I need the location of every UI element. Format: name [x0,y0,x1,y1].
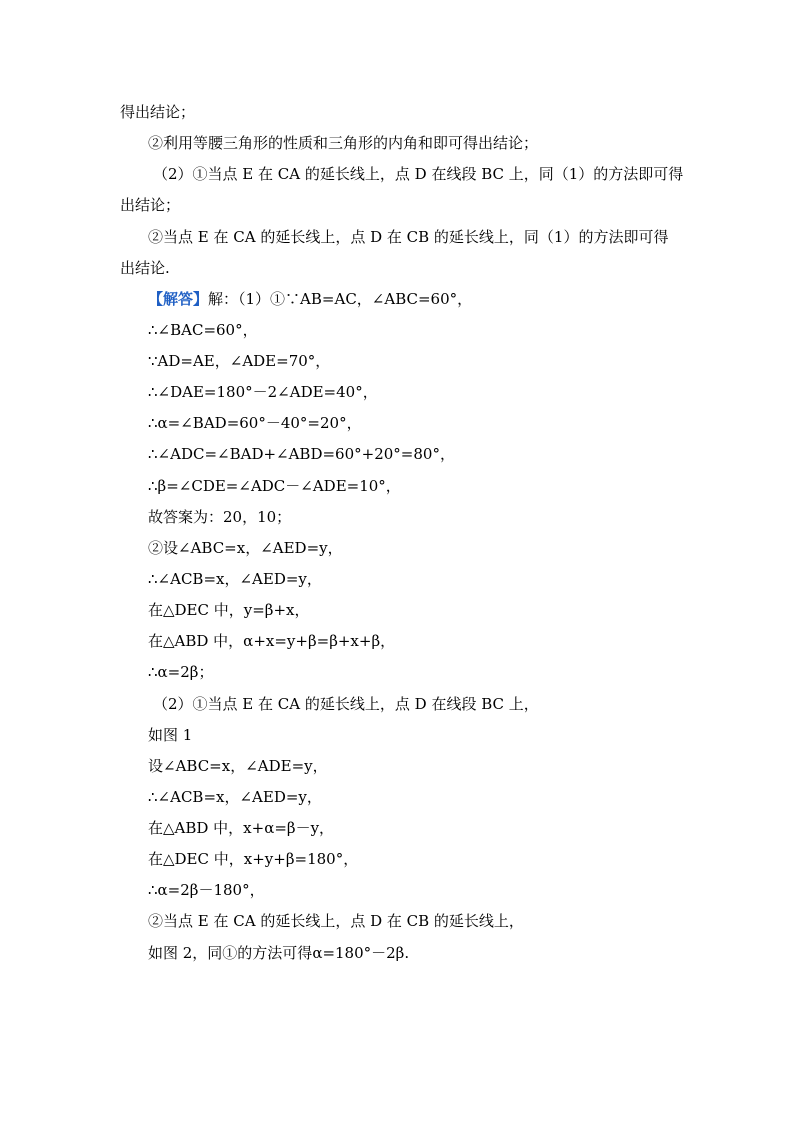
solution-line: ∴∠ACB=x，∠AED=y， [148,788,322,806]
solution-line: 故答案为：20，10； [148,508,292,526]
analysis-line: 出结论； [120,196,181,214]
solution-line: ∴∠BAC=60°， [148,321,258,339]
solution-line: 在△DEC 中，x+y+β=180°， [148,850,359,868]
solution-line: 在△ABD 中，α+x=y+β=β+x+β， [148,632,396,650]
analysis-line: （2）①当点 E 在 CA 的延长线上，点 D 在线段 BC 上，同（1）的方法即可得 [153,165,684,183]
solution-line: ∴β=∠CDE=∠ADC－∠ADE=10°， [148,477,401,495]
answer-tag: 【解答】 [148,290,209,308]
solution-line: ∵AD=AE，∠ADE=70°， [148,352,331,370]
solution-line: ②设∠ABC=x，∠AED=y， [148,539,343,557]
solution-line: （2）①当点 E 在 CA 的延长线上，点 D 在线段 BC 上， [153,695,539,713]
solution-line: ∴∠DAE=180°－2∠ADE=40°， [148,383,378,401]
solution-line: 如图 1 [148,726,193,744]
solution-line: 在△DEC 中，y=β+x， [148,601,310,619]
solution-line: ∴∠ADC=∠BAD+∠ABD=60°+20°=80°， [148,445,455,463]
solution-line: ∴α=∠BAD=60°－40°=20°， [148,414,362,432]
answer-header-line [148,289,472,309]
analysis-line: ②利用等腰三角形的性质和三角形的内角和即可得出结论； [148,134,539,152]
analysis-line: ②当点 E 在 CA 的延长线上，点 D 在 CB 的延长线上，同（1）的方法即可得 [148,228,669,246]
solution-line: ∴∠ACB=x，∠AED=y， [148,570,322,588]
analysis-line: 出结论. [120,259,170,277]
analysis-line: 得出结论； [120,103,196,121]
answer-first-text: 解：（1）①∵AB=AC，∠ABC=60°， [208,290,473,308]
solution-line: ②当点 E 在 CA 的延长线上，点 D 在 CB 的延长线上， [148,912,524,930]
solution-line: ∴α=2β－180°， [148,881,265,899]
solution-line: 如图 2，同①的方法可得α=180°－2β. [148,944,410,962]
solution-line: 在△ABD 中，x+α=β－y， [148,819,335,837]
solution-line: 设∠ABC=x，∠ADE=y， [148,757,328,775]
solution-line: ∴α=2β； [148,663,214,681]
